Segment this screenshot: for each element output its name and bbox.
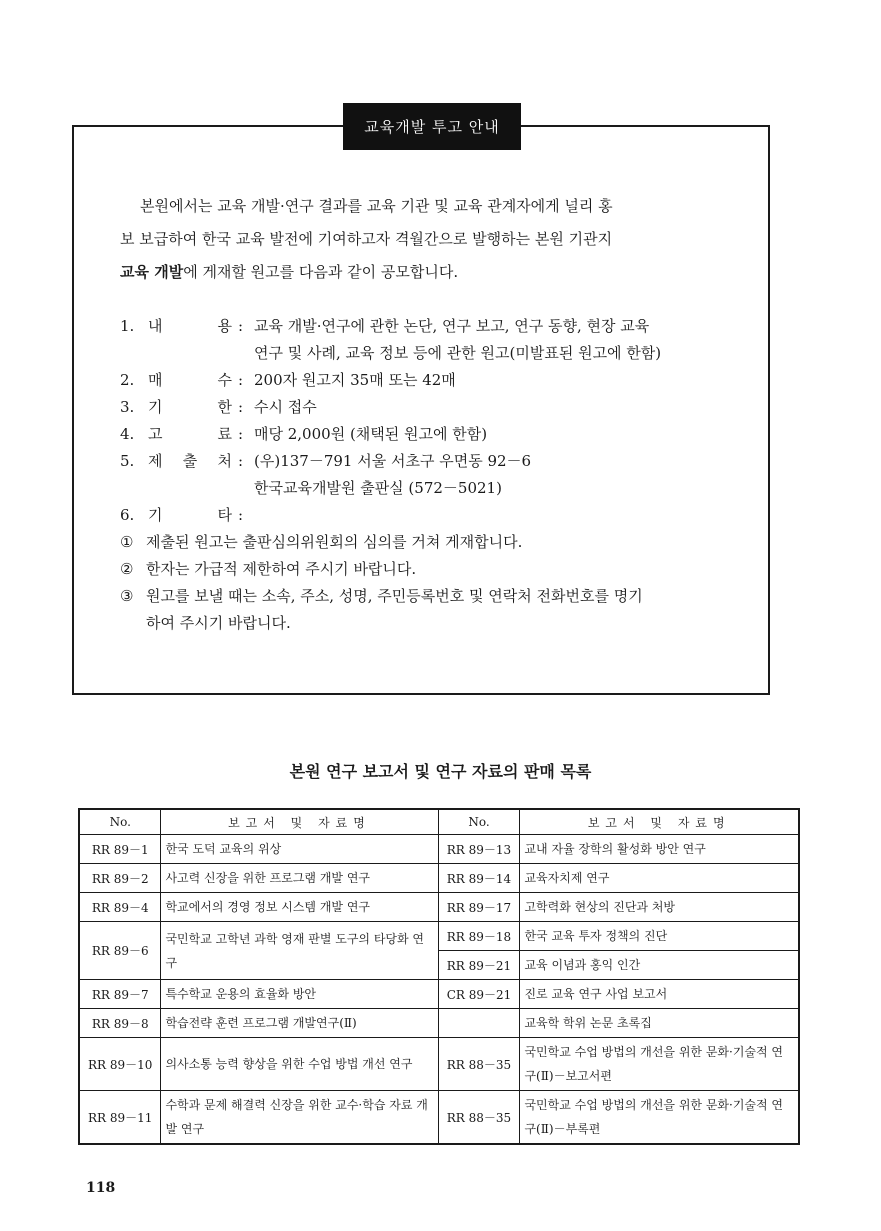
notice-item: 3. 기 한 : 수시 접수 bbox=[120, 394, 760, 421]
table-row: RR 89－11 수학과 문제 해결력 신장을 위한 교수·학습 자료 개발 연구 RR 88－35 국민학교 수업 방법의 개선을 위한 문화·기술적 연구(Ⅱ)－부록편 bbox=[79, 1091, 799, 1145]
col-header-name: 보고서 및 자료명 bbox=[161, 809, 438, 835]
item-label: 내 용 bbox=[148, 317, 232, 335]
notice-item-cont: 한국교육개발원 출판실 (572－5021) bbox=[254, 479, 502, 497]
notice-items bbox=[120, 313, 760, 637]
table-row: RR 89－10 의사소통 능력 향상을 위한 수업 방법 개선 연구 RR 88－35 국민학교 수업 방법의 개선을 위한 문화·기술적 연구(Ⅱ)－보고서편 bbox=[79, 1038, 799, 1091]
intro-line-3 bbox=[120, 256, 750, 289]
col-header-no: No. bbox=[79, 809, 161, 835]
intro-line-1: 본원에서는 교육 개발·연구 결과를 교육 기관 및 교육 관계자에게 널리 홍 bbox=[140, 197, 613, 215]
notice-item-cont: 연구 및 사례, 교육 정보 등에 관한 원고(미발표된 원고에 한함) bbox=[254, 344, 662, 362]
table-row: RR 89－8 학습전략 훈련 프로그램 개발연구(Ⅱ) 교육학 학위 논문 초록집 bbox=[79, 1009, 799, 1038]
notice-note: ② 한자는 가급적 제한하여 주시기 바랍니다. bbox=[120, 560, 417, 578]
item-label: 기 한 bbox=[148, 398, 232, 416]
notice-note: ③ 원고를 보낼 때는 소속, 주소, 성명, 주민등록번호 및 연락처 전화번호를 명기 bbox=[120, 587, 643, 605]
catalog-table bbox=[78, 808, 800, 1145]
table-row: RR 89－7 특수학교 운용의 효율화 방안 CR 89－21 진로 교육 연구 사업 보고서 bbox=[79, 980, 799, 1009]
intro-line-3-rest: 에 게재할 원고를 다음과 같이 공모합니다. bbox=[183, 263, 459, 281]
table-row: RR 89－1 한국 도덕 교육의 위상 RR 89－13 교내 자율 장학의 활성화 방안 연구 bbox=[79, 835, 799, 864]
table-header-row bbox=[79, 809, 799, 835]
notice-item: 5. 제 출 처 : (우)137－791 서울 서초구 우면동 92－6 bbox=[120, 448, 760, 475]
notice-note: ① 제출된 원고는 출판심의위원회의 심의를 거쳐 게재합니다. bbox=[120, 533, 523, 551]
catalog-title: 본원 연구 보고서 및 연구 자료의 판매 목록 bbox=[289, 762, 592, 781]
col-header-name: 보고서 및 자료명 bbox=[520, 809, 799, 835]
item-label: 고 료 bbox=[148, 425, 232, 443]
table-row: RR 89－2 사고력 신장을 위한 프로그램 개발 연구 RR 89－14 교육자치제 연구 bbox=[79, 864, 799, 893]
notice-note-cont: 하여 주시기 바랍니다. bbox=[146, 614, 291, 632]
intro-line-2: 보 보급하여 한국 교육 발전에 기여하고자 격월간으로 발행하는 본원 기관지 bbox=[120, 230, 613, 248]
col-header-no: No. bbox=[438, 809, 520, 835]
page-number: 118 bbox=[86, 1180, 116, 1196]
notice-title: 교육개발 투고 안내 bbox=[343, 103, 521, 150]
notice-item: 2. 매 수 : 200자 원고지 35매 또는 42매 bbox=[120, 367, 760, 394]
item-label: 제 출 처 bbox=[148, 452, 232, 470]
notice-item: 1. 내 용 : 교육 개발·연구에 관한 논단, 연구 보고, 연구 동향, 현장 교육 bbox=[120, 313, 760, 340]
item-label: 매 수 bbox=[148, 371, 232, 389]
table-row: RR 89－4 학교에서의 경영 정보 시스템 개발 연구 RR 89－17 고학력화 현상의 진단과 처방 bbox=[79, 893, 799, 922]
table-row: RR 89－6 국민학교 고학년 과학 영재 판별 도구의 타당화 연구 RR 89－18 한국 교육 투자 정책의 진단 bbox=[79, 922, 799, 951]
notice-item: 4. 고 료 : 매당 2,000원 (채택된 원고에 한함) bbox=[120, 421, 760, 448]
notice-item: 6. 기 타 : bbox=[120, 502, 760, 529]
notice-intro bbox=[120, 190, 750, 289]
item-label: 기 타 bbox=[148, 506, 232, 524]
table-row: RR 89－21 교육 이념과 홍익 인간 bbox=[79, 951, 799, 980]
journal-name: 교육 개발 bbox=[120, 263, 184, 281]
